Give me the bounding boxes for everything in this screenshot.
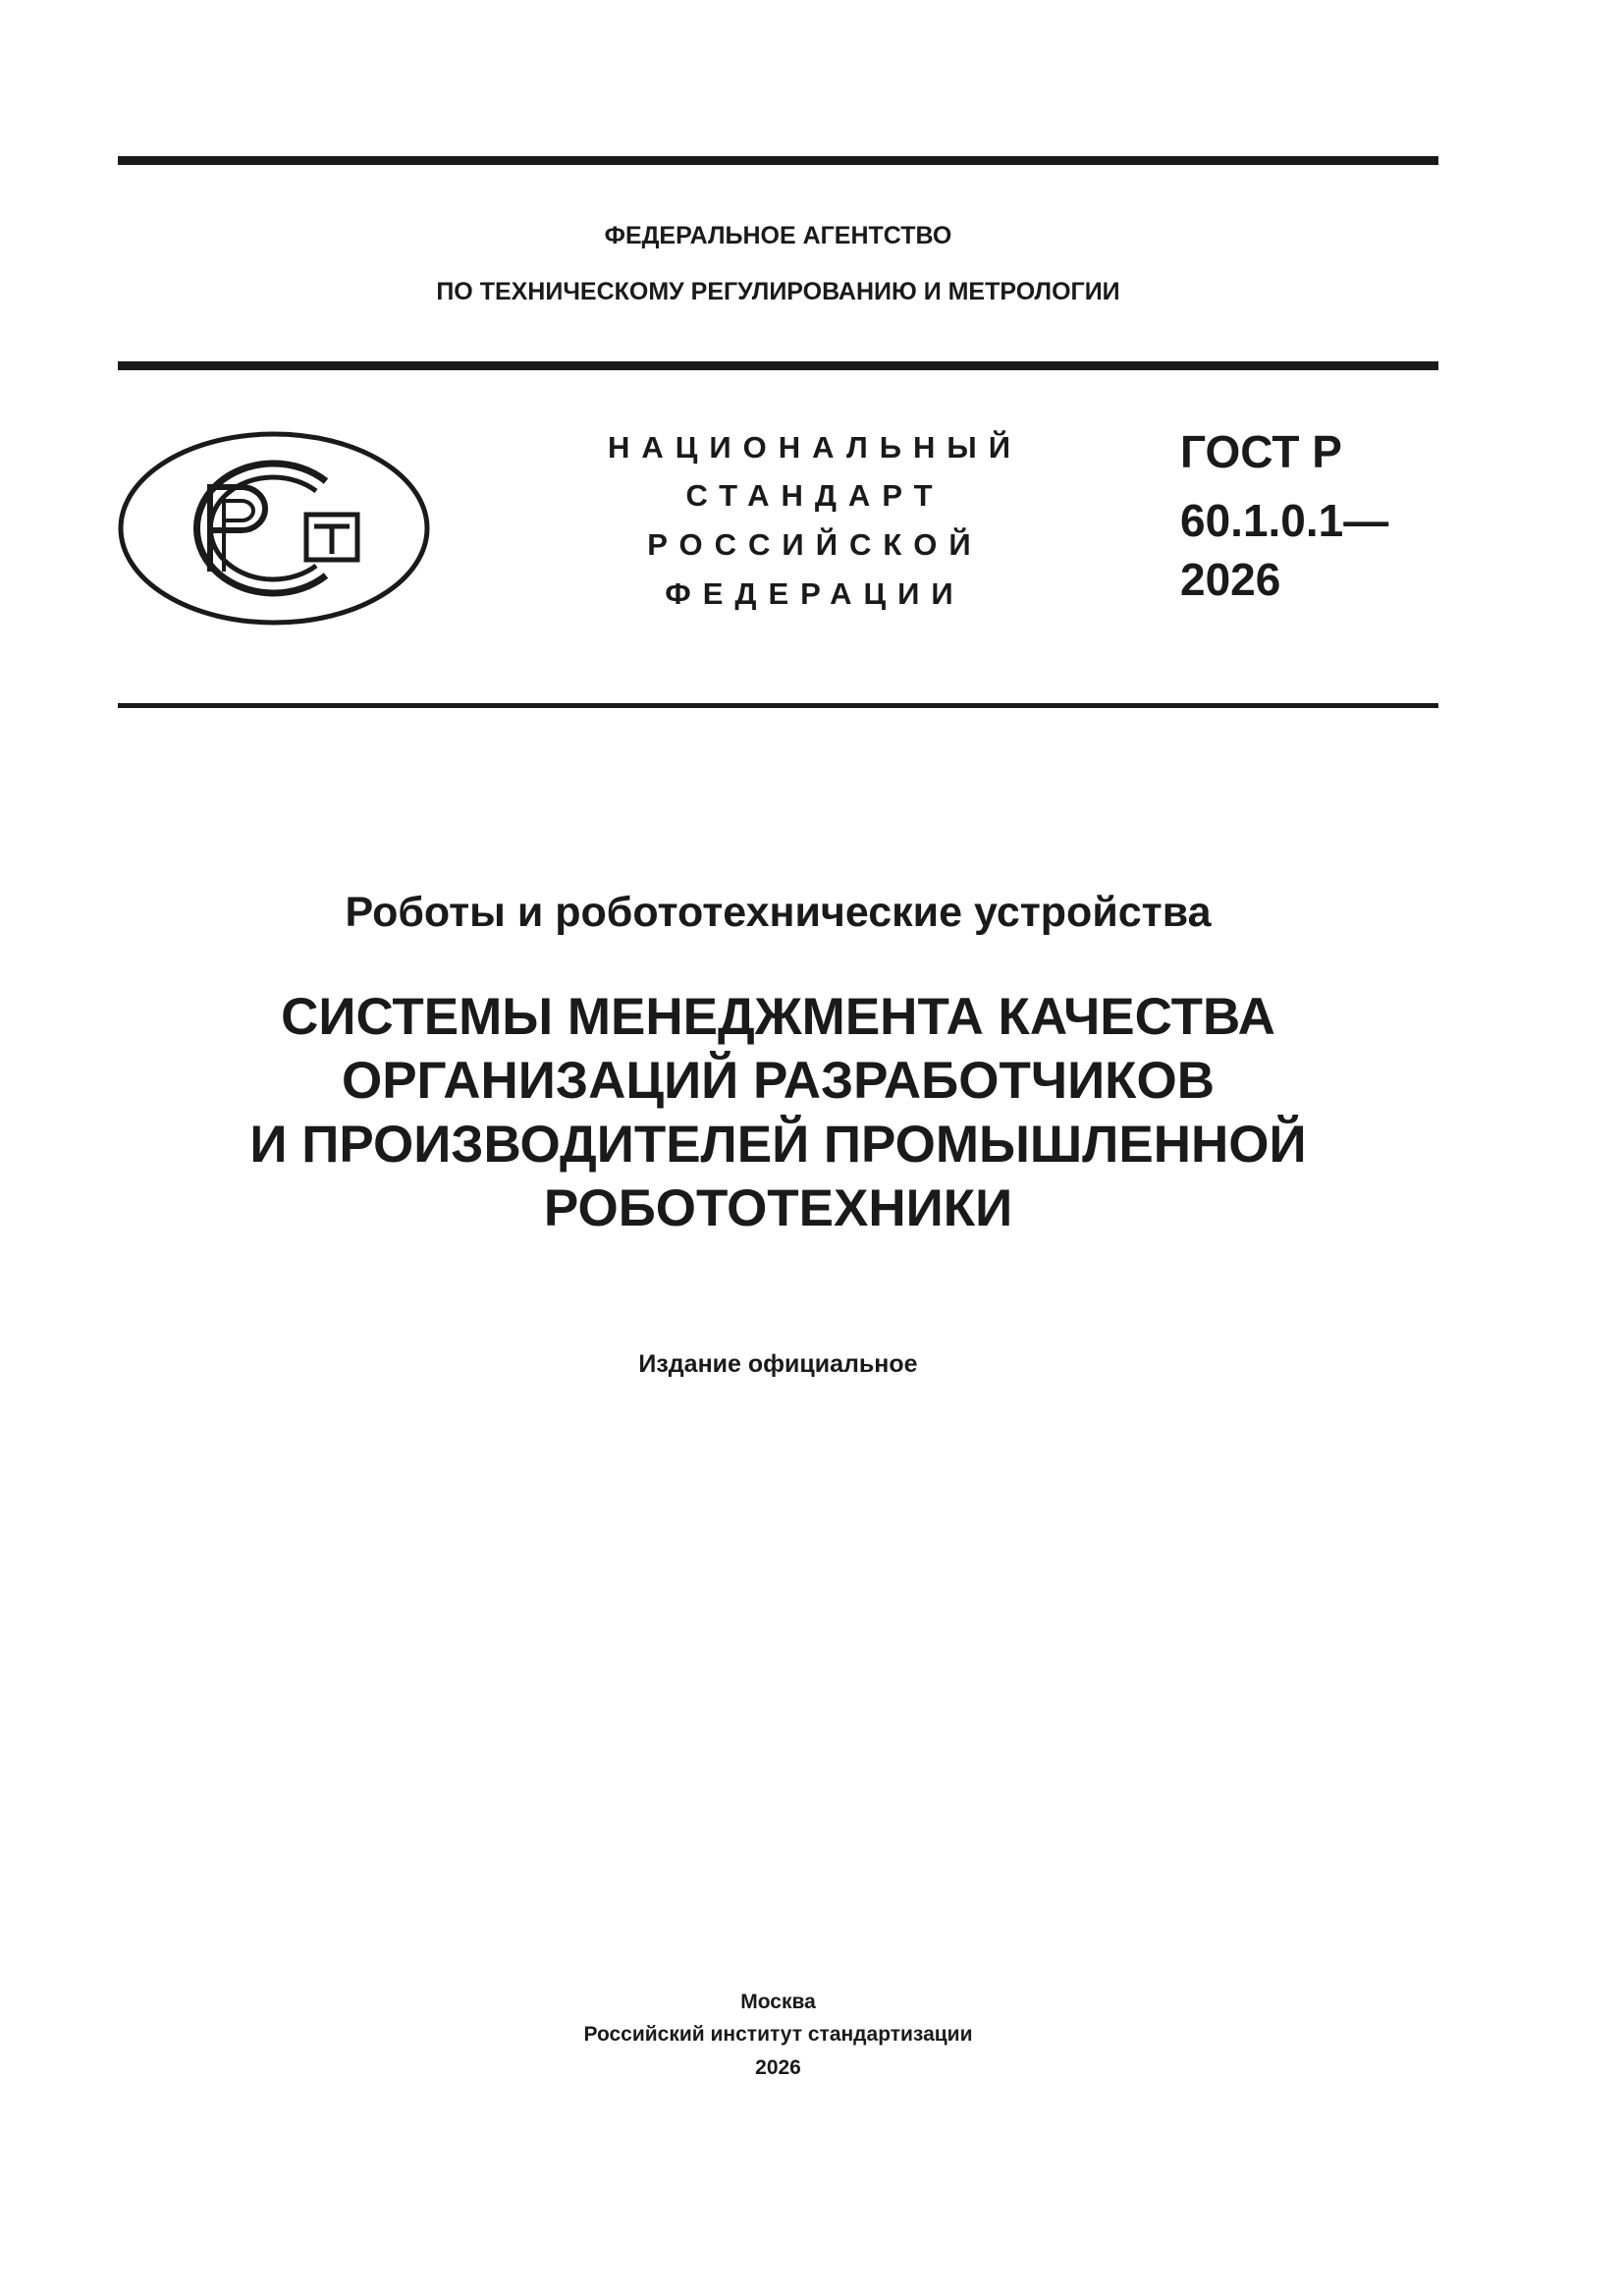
top-rule [118,156,1438,165]
standard-designation-line-1: ГОСТ Р [1180,426,1342,477]
publication-year: 2026 [755,2056,801,2079]
standard-type-line-1: НАЦИОНАЛЬНЫЙ [607,430,1023,465]
standard-designation-line-3: 2026 [1180,554,1281,605]
edition-label: Издание официальное [638,1350,918,1378]
document-subject: Роботы и робототехнические устройства [345,889,1212,936]
publisher-institute: Российский институт стандартизации [583,2023,973,2046]
document-title-line-4: РОБОТОТЕХНИКИ [543,1179,1013,1237]
document-title-line-2: ОРГАНИЗАЦИЙ РАЗРАБОТЧИКОВ [341,1052,1216,1110]
document-title-line-3: И ПРОИЗВОДИТЕЛЕЙ ПРОМЫШЛЕННОЙ [249,1116,1307,1174]
rst-certification-mark-icon [116,430,432,627]
standard-designation-line-2: 60.1.0.1— [1180,495,1389,546]
standard-type-line-3: РОССИЙСКОЙ [647,527,983,562]
standard-type-line-4: ФЕДЕРАЦИИ [665,576,965,611]
standard-type-line-2: СТАНДАРТ [685,478,945,513]
agency-name-line-1: ФЕДЕРАЛЬНОЕ АГЕНТСТВО [604,222,952,249]
agency-rule [118,361,1438,370]
header-bottom-rule [118,703,1438,708]
document-title-line-1: СИСТЕМЫ МЕНЕДЖМЕНТА КАЧЕСТВА [281,988,1275,1046]
agency-name-line-2: ПО ТЕХНИЧЕСКОМУ РЕГУЛИРОВАНИЮ И МЕТРОЛОГИИ [436,278,1120,305]
publisher-city: Москва [740,1991,816,2013]
